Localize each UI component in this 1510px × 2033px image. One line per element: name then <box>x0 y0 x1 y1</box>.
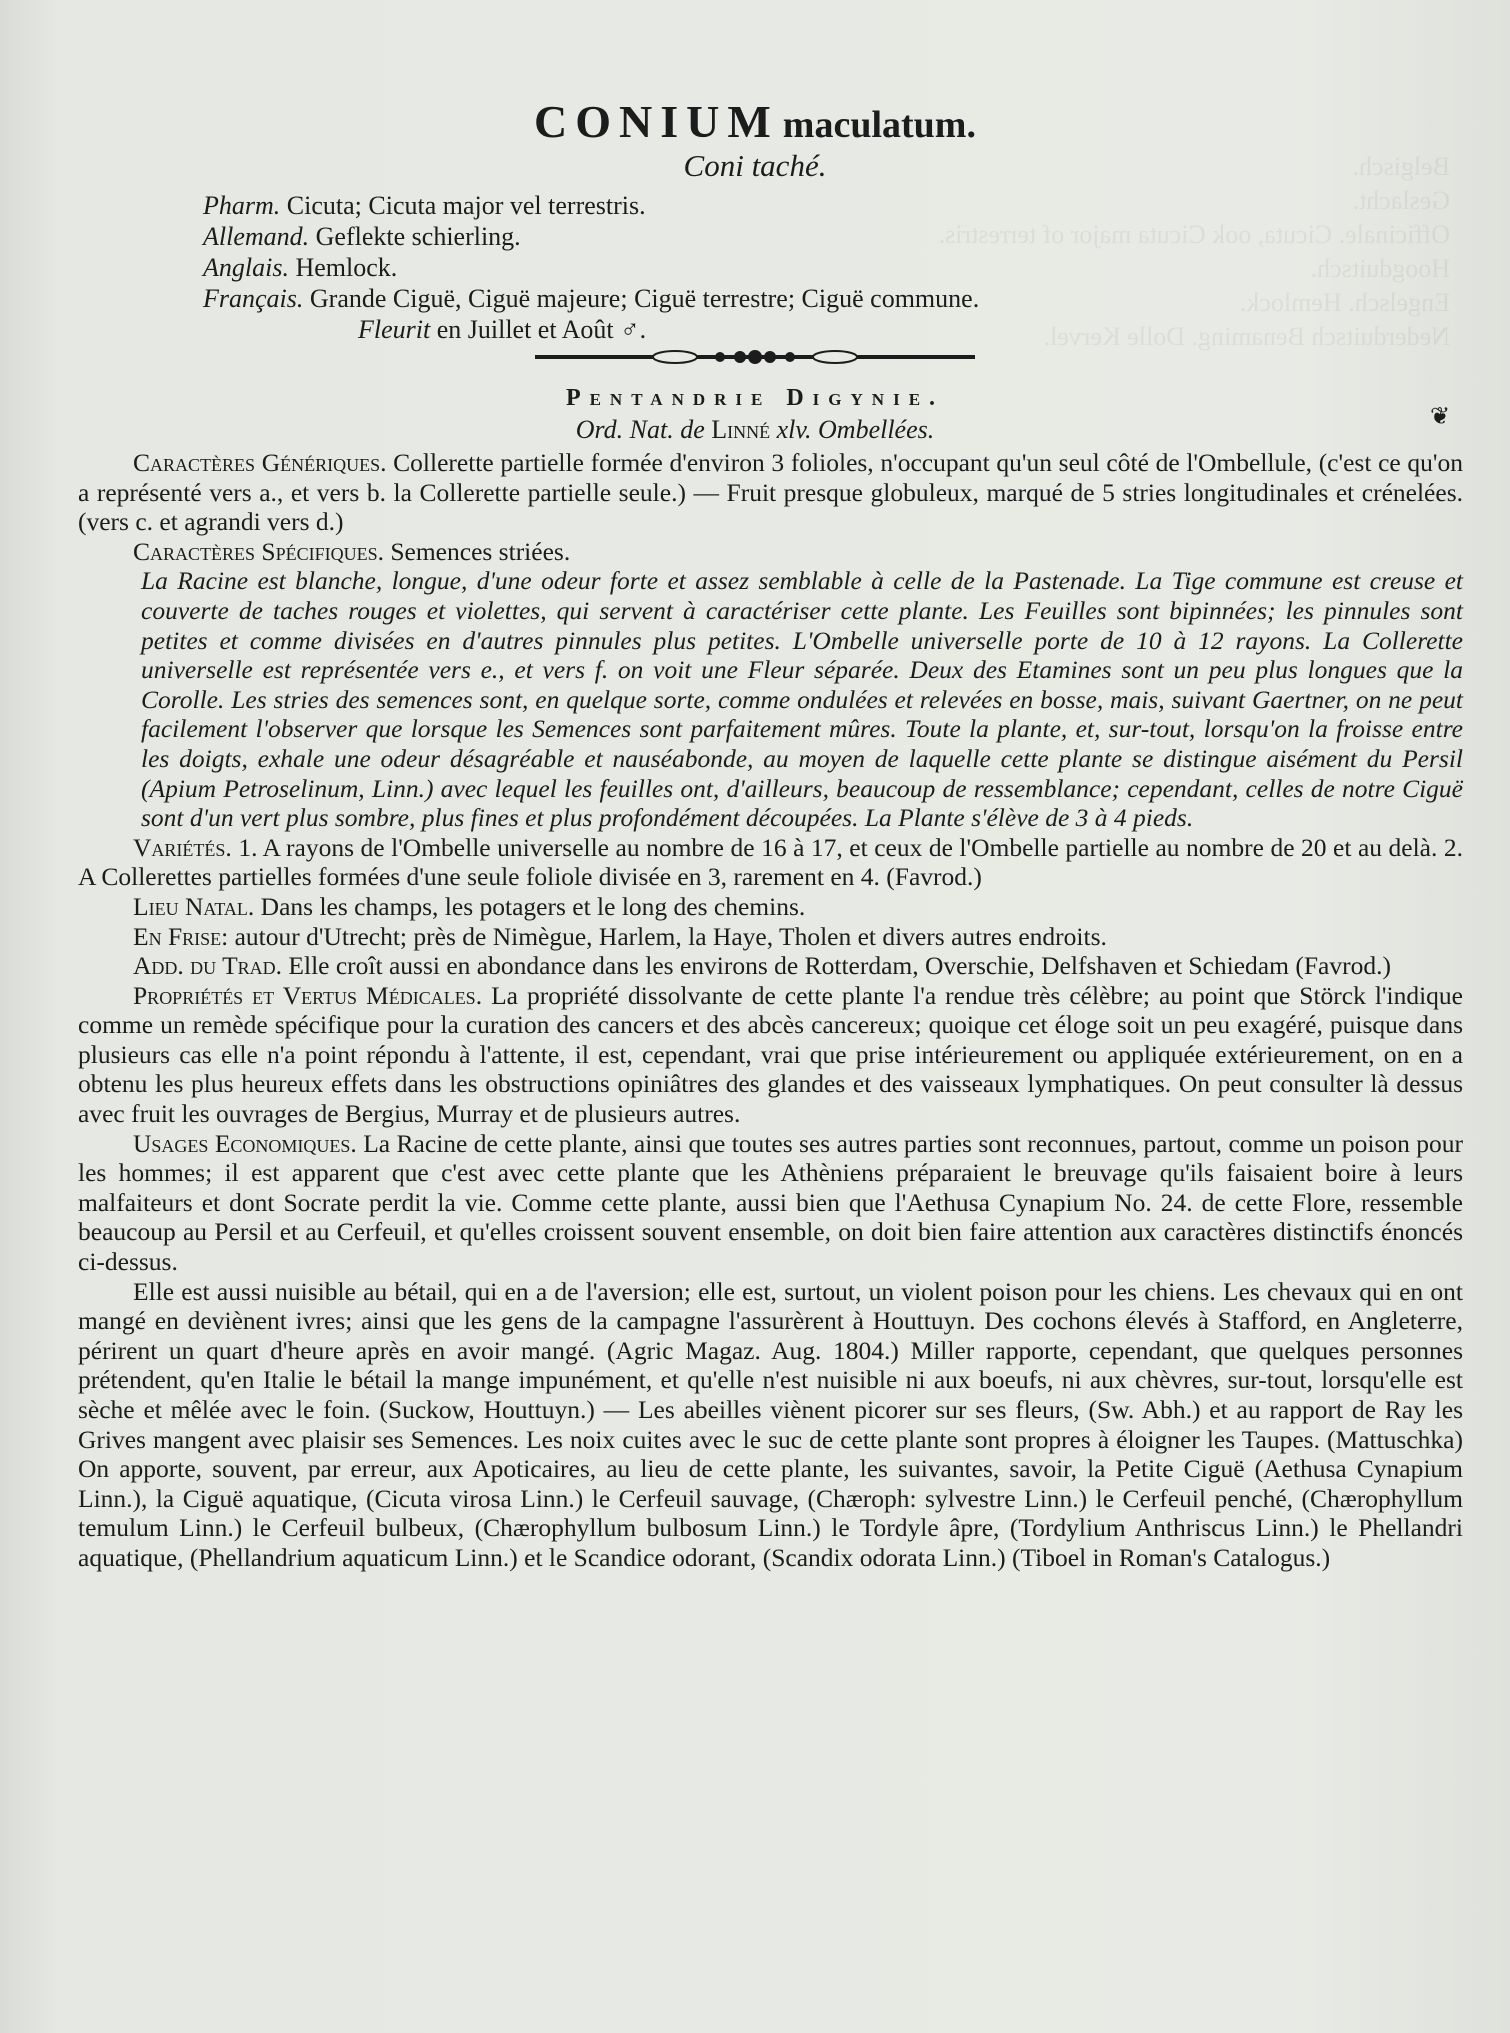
ghost-line: Belgisch. <box>1352 152 1450 181</box>
order-author: Linné <box>711 415 771 444</box>
name-value: Cicuta; Cicuta major vel terrestris. <box>286 191 646 220</box>
section-text: La Racine de cette plante, ainsi que toutes ses autres parties sont reconnues, partout, comme un poison pour les hommes; il est apparent que c'est avec cette plante que les Athèniens préparaient le breuvage qu'ils faisaient boire à leurs malfaiteurs et dont Socrate perdit la vie. Comme cette plante, aussi bien que l'Aethusa Cynapium No. 24. de cette Flore, ressemble beaucoup au Persil et au Cerfeuil, et qu'elles croissent souvent ensemble, on doit bien faire attention aux caractères distinctifs énoncés ci-dessus. <box>78 1128 1464 1277</box>
section-text: autour d'Utrecht; près de Nimègue, Harlem, la Haye, Tholen et divers autres endroits. <box>234 921 1107 951</box>
section-label: Propriétés et Vertus Médicales. <box>133 980 483 1010</box>
section-label: Add. du Trad. <box>133 951 283 981</box>
section-text: Dans les champs, les potagers et le long des chemins. <box>260 891 806 921</box>
paragraph-habitat <box>78 892 1463 922</box>
section-text: Collerette partielle formée d'environ 3 folioles, n'occupant qu'un seul côté de l'Ombellule, (c'est ce qu'on a représenté vers a., et vers b. la Collerette partielle seule.) — Fruit presque globuleux, marqué de 5 stries longitudinales et crénelées. (vers c. et agrandi vers d.) <box>78 448 1464 537</box>
paragraph-description: La Racine est blanche, longue, d'une odeur forte et assez semblable à celle de la Pastenade. La Tige commune est creuse et couverte de taches rouges et violettes, qui servent à caractériser cette plante. Les Feuilles sont bipinnées; les pinnules sont petites et comme divisées en d'autres pinnules plus petites. L'Ombelle universelle porte de 10 à 12 rayons. La Collerette universelle est représentée vers e., et vers f. on voit une Fleur séparée. Deux des Etamines sont un peu plus longues que la Corolle. Les stries des semences sont, en quelque sorte, comme ondulées et relevées en bosse, mais, suivant Gaertner, on ne peut facilement l'observer que lorsque les Semences sont parfaitement mûres. Toute la plante, et, sur-tout, lorsqu'on la froisse entre les doigts, exhale une odeur désagréable et nauséabonde, au moyen de laquelle cette plante se distingue aisément du Persil (Apium Petroselinum, Linn.) avec lequel les feuilles ont, d'ailleurs, beaucoup de ressemblance; cependant, celles de notre Ciguë sont d'un vert plus sombre, plus fines et plus profondément découpées. La Plante s'élève de 3 à 4 pieds. <box>141 566 1463 833</box>
ghost-line: Nederduitsch Benaming. Dolle Kervel. <box>1043 322 1450 351</box>
fleuron-icon: ❦ <box>1430 404 1451 430</box>
paragraph-harm: Elle est aussi nuisible au bétail, qui en a de l'aversion; elle est, surtout, un violent poison pour les chiens. Les chevaux qui en ont mangé en deviènent ivres; ainsi que les gens de la campagne l'assurèrent à Houttuyn. Des cochons élevés à Stafford, en Angleterre, périrent un quart d'heure après en avoir mangé. (Agric Magaz. Aug. 1804.) Miller rapporte, cependant, que quelques personnes prétendent, qu'en Italie le bétail la mange impunément, et qu'elle n'est nuisible ni aux boeufs, ni aux chèvres, sur-tout, lorsqu'elle est sèche et mêlée avec le foin. (Suckow, Houttuyn.) — Les abeilles viènent picorer sur ses fleurs, (Sw. Abh.) et au rapport de Ray les Grives mangent avec plaisir ses Semences. Les noix cuites avec le suc de cette plante sont propres à éloigner les Taupes. (Mattuschka) On apporte, souvent, par erreur, aux Apoticaires, au lieu de cette plante, les suivantes, savoir, la Petite Ciguë (Aethusa Cynapium Linn.), la Ciguë aquatique, (Cicuta virosa Linn.) le Cerfeuil sauvage, (Chæroph: sylvestre Linn.) le Cerfeuil penché, (Chærophyllum temulum Linn.) le Cerfeuil bulbeux, (Chærophyllum bulbosum Linn.) le Tordyle âpre, (Tordylium Anthriscus Linn.) le Phellandri aquatique, (Phellandrium aquaticum Linn.) et le Scandice odorant, (Scandix odorata Linn.) (Tiboel in Roman's Catalogus.) <box>78 1276 1463 1572</box>
name-value: Hemlock. <box>295 253 398 282</box>
section-label: En Frise: <box>133 921 229 951</box>
natural-order <box>0 415 1510 445</box>
name-label: Français. <box>203 284 304 313</box>
main-text <box>78 448 1463 1573</box>
paragraph-varieties <box>78 833 1463 892</box>
ghost-line: Engelsch. Hemlock. <box>1239 288 1450 317</box>
name-row <box>203 190 1303 221</box>
section-label: Lieu Natal. <box>133 891 255 921</box>
section-label: Usages Economiques. <box>133 1128 357 1158</box>
section-label: Caractères Génériques. <box>133 448 387 477</box>
species-name: maculatum. <box>782 104 976 146</box>
section-label: Variétés. <box>133 832 232 862</box>
name-row <box>203 283 1303 314</box>
name-row <box>203 252 1303 283</box>
name-label: Pharm. <box>203 191 281 220</box>
section-text: La propriété dissolvante de cette plante l'a rendue très célèbre; au point que Störck l'indique comme un remède spécifique pour la curation des cancers et des abcès cancereux; quoique cet éloge soit un peu exagéré, puisque dans plusieurs cas elle n'a point répondu à l'attente, il est, cependant, vrai que prise intérieurement ou appliquée extérieurement, on en a obtenu les plus heureux effets dans les obstructions opiniâtres des glandes et des vaisseaux lymphatiques. On peut consulter là dessus avec fruit les ouvrages de Bergius, Murray et de plusieurs autres. <box>78 980 1464 1129</box>
ghost-line: Hoogduitsch. <box>1310 254 1450 283</box>
section-label: Caractères Spécifiques. <box>133 536 384 566</box>
name-label: Anglais. <box>203 253 289 282</box>
flowering-row <box>203 314 1303 345</box>
section-text: 1. A rayons de l'Ombelle universelle au nombre de 16 à 17, et ceux de l'Ombelle partielle au nombre de 20 et au delà. 2. A Collerettes partielles formées d'une seule foliole divisée en 3, rarement en 4. (Favrod.) <box>78 832 1463 892</box>
ghost-line: Officinale. Cicuta, ook Cicuta major of terrestris. <box>938 220 1450 249</box>
vernacular-names <box>203 190 1303 345</box>
ghost-line: Geslacht. <box>1352 186 1450 215</box>
section-text: Semences striées. <box>390 536 571 566</box>
paragraph-frise <box>78 922 1463 952</box>
french-name: Coni taché. <box>683 148 827 183</box>
name-value: Grande Ciguë, Ciguë majeure; Ciguë terrestre; Ciguë commune. <box>309 284 980 313</box>
flowering-label: Fleurit <box>358 315 431 344</box>
paragraph-properties <box>78 981 1463 1129</box>
linnaean-class: Pentandrie Digynie. <box>565 385 945 411</box>
paragraph-generic <box>78 448 1463 537</box>
genus-name: CONIUM <box>534 96 779 147</box>
page-title <box>0 95 1510 148</box>
paragraph-translator <box>78 951 1463 981</box>
name-value: Geflekte schierling. <box>315 222 521 251</box>
paragraph-usages <box>78 1129 1463 1277</box>
order-suffix: xlv. Ombellées. <box>776 415 935 444</box>
name-row <box>203 221 1303 252</box>
ornament-divider <box>535 345 975 369</box>
flowering-value: en Juillet et Août ♂. <box>436 315 647 344</box>
section-text: Elle croît aussi en abondance dans les environs de Rotterdam, Overschie, Delfshaven et Schiedam (Favrod.) <box>288 951 1391 981</box>
paragraph-specific <box>78 537 1463 567</box>
name-label: Allemand. <box>203 222 310 251</box>
order-prefix: Ord. Nat. de <box>575 415 705 444</box>
